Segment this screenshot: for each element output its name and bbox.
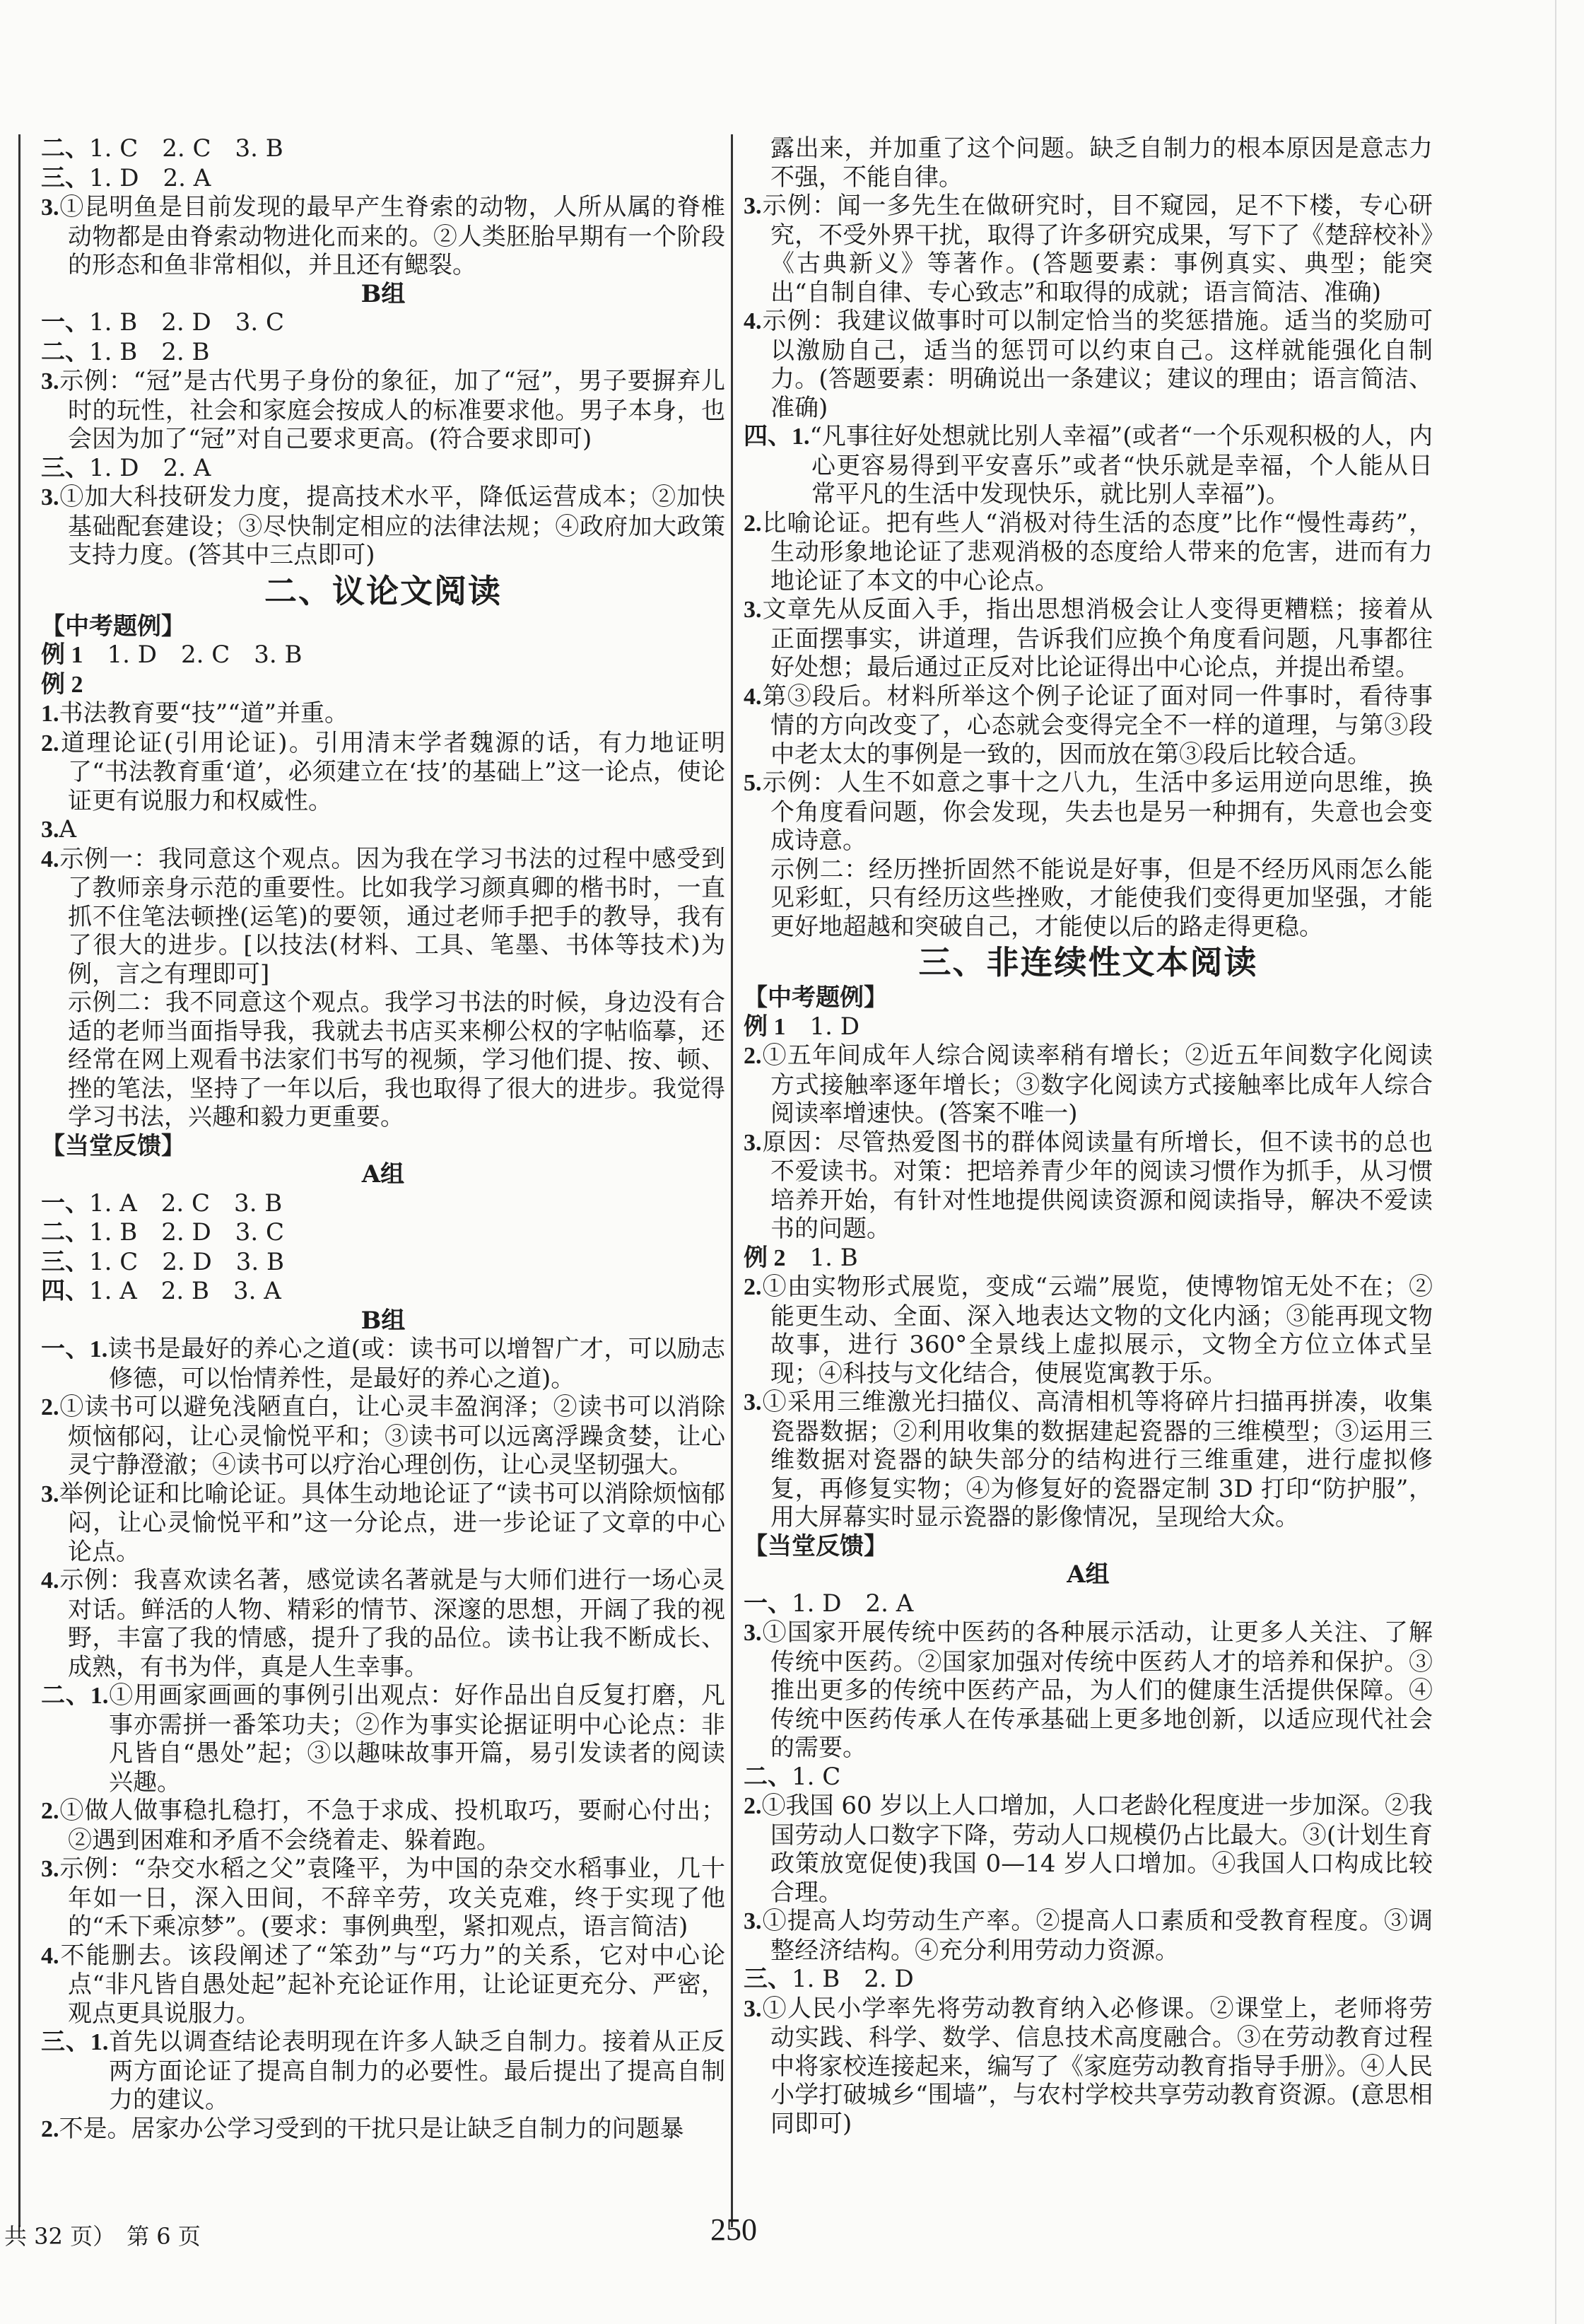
answer-text: 示例：“冠”是古代男子身份的象征，加了“冠”，男子要摒弃儿时的玩性，社会和家庭会按成人的标准要求他。男子本身，也会因为加了“冠”对自己要求更高。(符合要求即可) xyxy=(59,367,725,453)
answer-label: 一、 xyxy=(41,1190,89,1217)
footer-page-info: 共 32 页） 第 6 页 xyxy=(4,2223,201,2250)
answer-label: 3. xyxy=(41,484,59,510)
answer-text: 示例：我建议做事时可以制定恰当的奖惩措施。适当的奖励可以激励自己，适当的惩罚可以约束自己。这样就能强化自制力。(答题要素：明确说出一条建议；建议的理由；语言简洁、准确) xyxy=(761,307,1433,422)
answer-text: 示例：“杂交水稻之父”袁隆平，为中国的杂交水稻事业，几十年如一日，深入田间，不辞辛劳，攻关克难，终于实现了他的“禾下乘凉梦”。(要求：事例典型，紧扣观点，语言简洁) xyxy=(59,1855,725,1941)
answer-label: 二、 xyxy=(41,1220,89,1246)
answer-label: 三、 xyxy=(41,1249,89,1275)
answer-text: 1. C 2. C 3. B xyxy=(89,134,283,163)
answer-item xyxy=(41,338,725,368)
answer-item xyxy=(744,422,1433,509)
answer-label: 4. xyxy=(744,683,762,710)
answer-continuation: 露出来，并加重了这个问题。缺乏自制力的根本原因是意志力不强，不能自律。 xyxy=(770,134,1433,192)
answer-item xyxy=(744,1012,1433,1042)
answer-item xyxy=(744,682,1433,769)
answer-label: 2. xyxy=(744,510,762,537)
subsection-label: 【中考题例】 xyxy=(744,983,888,1012)
answer-label: 3. xyxy=(744,1995,762,2022)
answer-item xyxy=(41,164,725,194)
group-heading: A组 xyxy=(1067,1560,1110,1589)
answer-item xyxy=(41,670,725,700)
answer-label: 2. xyxy=(744,1793,762,1819)
column-divider xyxy=(731,134,733,2227)
answer-label: 一、 xyxy=(744,1590,792,1617)
answer-label: 3. xyxy=(744,597,762,623)
answer-label: 2. xyxy=(41,2115,59,2142)
answer-item xyxy=(744,1244,1433,1273)
answer-text: 1. B xyxy=(785,1243,858,1272)
answer-text: 1. D 2. A xyxy=(89,163,211,192)
group-heading: B组 xyxy=(360,279,406,308)
answer-item xyxy=(41,729,725,816)
answer-label: 三、 xyxy=(41,455,89,481)
answer-item xyxy=(41,1797,725,1855)
answer-item xyxy=(41,641,725,670)
answer-label: 2. xyxy=(41,1798,59,1824)
answer-text: ①昆明鱼是目前发现的最早产生脊索的动物，人所从属的脊椎动物都是由脊索动物进化而来的。②人类胚胎早期有一个阶段的形态和鱼非常相似，并且还有鳃裂。 xyxy=(59,193,725,279)
answer-text: A xyxy=(59,815,77,843)
answer-item xyxy=(41,845,725,989)
answer-label: 一、 xyxy=(41,310,89,336)
answer-text: ①国家开展传统中医药的各种展示活动，让更多人关注、了解传统中医药。②国家加强对传统中医药人才的培养和保护。③推出更多的传统中医药产品，为人们的健康生活提供保障。④传统中医药传承人在传承基础上更多地创新，以适应现代社会的需要。 xyxy=(761,1618,1433,1762)
answer-label: 例 1 xyxy=(744,1013,786,1040)
answer-label: 四、1. xyxy=(744,424,810,450)
answer-item xyxy=(744,1388,1433,1532)
answer-label: 例 2 xyxy=(41,671,83,698)
answer-label: 2. xyxy=(41,1394,59,1420)
answer-item xyxy=(41,134,725,164)
answer-label: 4. xyxy=(41,846,59,872)
answer-label: 3. xyxy=(41,368,59,395)
answer-text: 1. B 2. B xyxy=(89,337,210,366)
answer-text: 读书是最好的养心之道(或：读书可以增智广才，可以励志修德，可以怡情养性，是最好的养心之道)。 xyxy=(107,1335,726,1393)
left-column xyxy=(41,134,725,2144)
answer-item xyxy=(744,595,1433,682)
answer-item xyxy=(41,1248,725,1278)
answer-text: 1. C xyxy=(792,1762,841,1791)
answer-text: ①人民小学率先将劳动教育纳入必修课。②课堂上，老师将劳动实践、科学、数学、信息技术高度融合。③在劳动教育过程中将家校连接起来，编写了《家庭劳动教育指导手册》。④人民小学打破城乡“围墙”，与农村学校共享劳动教育资源。(意思相同即可) xyxy=(761,1994,1433,2138)
column-rule-left xyxy=(18,134,20,2227)
page-number: 250 xyxy=(710,2212,757,2247)
answer-label: 三、 xyxy=(744,1966,792,1992)
answer-text: 1. A 2. C 3. B xyxy=(89,1189,283,1218)
answer-item xyxy=(744,1965,1433,1995)
answer-label: 1. xyxy=(41,701,59,727)
answer-item xyxy=(41,308,725,338)
answer-label: 3. xyxy=(41,1481,59,1507)
answer-label: 3. xyxy=(41,194,59,221)
answer-continuation: 示例二：经历挫折固然不能说是好事，但是不经历风雨怎么能见彩虹，只有经历这些挫败，才能使我们变得更加坚强，才能更好地超越和突破自己，才能使以后的路走得更稳。 xyxy=(770,855,1433,941)
answer-text: 第③段后。材料所举这个例子论证了面对同一件事时，看待事情的方向改变了，心态就会变得完全不一样的道理，与第③段中老太太的事例是一致的，因而放在第③段后比较合适。 xyxy=(761,682,1433,769)
answer-item xyxy=(41,1189,725,1219)
answer-label: 5. xyxy=(744,770,762,796)
answer-text: ①读书可以避免浅陋直白，让心灵丰盈润泽；②读书可以消除烦恼郁闷，让心灵愉悦平和；③读书可以远离浮躁贪婪，让心灵宁静澄澈；④读书可以疗治心理创伤，让心灵坚韧强大。 xyxy=(59,1393,725,1479)
answer-item xyxy=(41,1393,725,1480)
answer-label: 3. xyxy=(744,193,762,219)
section-title: 二、议论文阅读 xyxy=(264,571,502,610)
answer-label: 二、 xyxy=(41,339,89,366)
answer-text: 示例：人生不如意之事十之八九，生活中多运用逆向思维，换个角度看问题，你会发现，失去也是另一种拥有，失意也会变成诗意。 xyxy=(761,769,1433,855)
answer-item xyxy=(41,1277,725,1307)
answer-text: ①用画家画画的事例引出观点：好作品出自反复打磨，凡事亦需拼一番笨功夫；②作为事实论据证明中心论点：非凡皆自“愚处”起；③以趣味故事开篇，易引发读者的阅读兴趣。 xyxy=(108,1681,726,1797)
answer-text: ①做人做事稳扎稳打，不急于求成、投机取巧，要耐心付出；②遇到困难和矛盾不会绕着走、躲着跑。 xyxy=(59,1797,725,1855)
group-heading: B组 xyxy=(360,1306,406,1335)
answer-item xyxy=(41,1681,725,1797)
answer-item xyxy=(744,1763,1433,1792)
answer-continuation: 示例二：我不同意这个观点。我学习书法的时候，身边没有合适的老师当面指导我，我就去书店买来柳公权的字帖临摹，还经常在网上观看书法家们书写的视频，学习他们提、按、顿、挫的笔法，坚持了一年以后，我也取得了很大的进步。我觉得学习书法，兴趣和毅力更重要。 xyxy=(68,988,725,1131)
answer-label: 3. xyxy=(744,1129,762,1156)
answer-text: ①加大科技研发力度，提高技术水平，降低运营成本；②加快基础配套建设；③尽快制定相应的法律法规；④政府加大政策支持力度。(答其中三点即可) xyxy=(59,483,725,569)
answer-label: 二、 xyxy=(744,1763,792,1790)
answer-item xyxy=(41,1480,725,1567)
answer-text: 1. D xyxy=(785,1012,860,1041)
answer-label: 例 2 xyxy=(744,1244,786,1271)
answer-text: 不是。居家办公学习受到的干扰只是让缺乏自制力的问题暴 xyxy=(59,2114,684,2143)
answer-label: 例 1 xyxy=(41,642,83,668)
answer-text: 举例论证和比喻论证。具体生动地论证了“读书可以消除烦恼郁闷，让心灵愉悦平和”这一分论点，进一步论证了文章的中心论点。 xyxy=(59,1479,725,1566)
answer-item xyxy=(744,1041,1433,1128)
answer-text: 文章先从反面入手，指出思想消极会让人变得更糟糕；接着从正面摆事实，讲道理，告诉我们应换个角度看问题，凡事都往好处想；最后通过正反对比论证得出中心论点，并提出希望。 xyxy=(761,595,1433,682)
answer-label: 3. xyxy=(744,1389,762,1415)
answer-text: ①由实物形式展览，变成“云端”展览，使博物馆无处不在；②能更生动、全面、深入地表达文物的文化内涵；③能再现文物故事，进行 360°全景线上虚拟展示，文物全方位立体式呈现；④科技与文化结合，使展览寓教于乐。 xyxy=(761,1273,1433,1388)
answer-text: 示例：我喜欢读名著，感觉读名著就是与大师们进行一场心灵对话。鲜活的人物、精彩的情节、深邃的思想，开阔了我的视野，丰富了我的情感，提升了我的品位。读书让我不断成长、成熟，有书为伴，真是人生幸事。 xyxy=(59,1566,725,1681)
answer-item xyxy=(744,1273,1433,1388)
answer-text: 1. B 2. D 3. C xyxy=(89,1218,285,1246)
answer-label: 一、1. xyxy=(41,1336,108,1362)
answer-text: “凡事往好处想就比别人幸福”(或者“一个乐观积极的人，内心更容易得到平安喜乐”或者“快乐就是幸福，个人能从日常平凡的生活中发现快乐，就比别人幸福”)。 xyxy=(809,422,1433,508)
page-edge xyxy=(1555,0,1556,2324)
answer-text: 1. D 2. A xyxy=(792,1589,914,1618)
answer-item xyxy=(41,454,725,484)
answer-item xyxy=(744,1618,1433,1763)
answer-text: 1. B 2. D 3. C xyxy=(89,308,285,337)
answer-item xyxy=(744,192,1433,307)
answer-item xyxy=(744,1792,1433,1907)
answer-item xyxy=(41,699,725,729)
answer-label: 3. xyxy=(744,1620,762,1646)
answer-item xyxy=(744,1128,1433,1244)
answer-text: 1. B 2. D xyxy=(792,1965,914,1993)
section-title: 三、非连续性文本阅读 xyxy=(918,943,1258,981)
answer-text: 原因：尽管热爱图书的群体阅读量有所增长，但不读书的总也不爱读书。对策：把培养青少年的阅读习惯作为抓手，从习惯培养开始，有针对性地提供阅读资源和阅读指导，解决不爱读书的问题。 xyxy=(761,1128,1433,1243)
answer-item xyxy=(41,815,725,845)
answer-text: ①提高人均劳动生产率。②提高人口素质和受教育程度。③调整经济结构。④充分利用劳动力资源。 xyxy=(761,1907,1433,1965)
answer-item xyxy=(41,1941,725,2028)
answer-text: ①采用三维激光扫描仪、高清相机等将碎片扫描再拼凑，收集瓷器数据；②利用收集的数据建起瓷器的三维模型；③运用三维数据对瓷器的缺失部分的结构进行三维重建，进行虚拟修复，再修复实物；④为修复好的瓷器定制 3D 打印“防护服”，用大屏幕实时显示瓷器的影像情况，呈现给大众。 xyxy=(761,1388,1433,1531)
answer-text: 道理论证(引用论证)。引用清末学者魏源的话，有力地证明了“书法教育重‘道’，必须建立在‘技’的基础上”这一论点，使论证更有说服力和权威性。 xyxy=(59,728,725,815)
answer-label: 3. xyxy=(744,1908,762,1934)
answer-text: 比喻论证。把有些人“消极对待生活的态度”比作“慢性毒药”，生动形象地论证了悲观消极的态度给人带来的危害，进而有力地论证了本文的中心论点。 xyxy=(761,508,1433,595)
answer-item xyxy=(744,769,1433,856)
answer-item xyxy=(744,1589,1433,1619)
answer-text: 1. A 2. B 3. A xyxy=(89,1277,281,1305)
answer-item xyxy=(744,509,1433,596)
answer-item xyxy=(41,1335,725,1393)
answer-label: 3. xyxy=(41,1856,59,1882)
right-column xyxy=(744,134,1433,2138)
answer-label: 2. xyxy=(744,1274,762,1300)
answer-item xyxy=(744,1995,1433,2139)
answer-text: ①五年间成年人综合阅读率稍有增长；②近五年间数字化阅读方式接触率逐年增长；③数字化阅读方式接触率比成年人综合阅读率增速快。(答案不唯一) xyxy=(761,1041,1433,1128)
answer-text: ①我国 60 岁以上人口增加，人口老龄化程度进一步加深。②我国劳动人口数字下降，劳动人口规模仍占比最大。③(计划生育政策放宽促使)我国 0—14 岁人口增加。④我国人口构成比较合理。 xyxy=(761,1792,1433,1907)
subsection-label: 【中考题例】 xyxy=(41,612,185,641)
answer-item xyxy=(41,193,725,280)
answer-item xyxy=(41,1566,725,1681)
answer-label: 三、1. xyxy=(41,2029,109,2055)
answer-item xyxy=(41,483,725,570)
answer-label: 二、1. xyxy=(41,1683,109,1709)
answer-text: 首先以调查结论表明现在许多人缺乏自制力。接着从正反两方面论证了提高自制力的必要性。最后提出了提高自制力的建议。 xyxy=(108,2028,726,2114)
answer-label: 二、 xyxy=(41,136,89,162)
answer-label: 四、 xyxy=(41,1278,89,1304)
answer-item xyxy=(744,1907,1433,1965)
answer-text: 书法教育要“技”“道”并重。 xyxy=(59,699,349,728)
answer-item xyxy=(41,2028,725,2115)
answer-label: 3. xyxy=(41,817,59,843)
answer-label: 2. xyxy=(744,1043,762,1069)
answer-text: 1. D 2. C 3. B xyxy=(83,641,303,669)
subsection-label: 【当堂反馈】 xyxy=(744,1531,888,1560)
answer-text: 1. D 2. A xyxy=(89,453,211,482)
answer-label: 4. xyxy=(744,308,762,334)
answer-text: 示例：闻一多先生在做研究时，目不窥园，足不下楼，专心研究，不受外界干扰，取得了许多研究成果，写下了《楚辞校补》《古典新义》等著作。(答题要素：事例真实、典型；能突出“自制自律、专心致志”和取得的成就；语言简洁、准确) xyxy=(761,192,1433,307)
answer-item xyxy=(744,307,1433,422)
answer-label: 4. xyxy=(41,1942,59,1969)
answer-item xyxy=(41,1218,725,1248)
subsection-label: 【当堂反馈】 xyxy=(41,1131,185,1160)
answer-label: 三、 xyxy=(41,165,89,192)
answer-label: 4. xyxy=(41,1567,59,1594)
answer-label: 2. xyxy=(41,730,59,757)
answer-item xyxy=(41,1855,725,1941)
answer-item xyxy=(41,2115,725,2144)
answer-text: 1. C 2. D 3. B xyxy=(89,1247,285,1276)
answer-item xyxy=(41,367,725,454)
group-heading: A组 xyxy=(361,1160,405,1189)
answer-text: 不能删去。该段阐述了“笨劲”与“巧力”的关系，它对中心论点“非凡皆自愚处起”起补充论证作用，让论证更充分、严密，观点更具说服力。 xyxy=(59,1941,725,2028)
answer-text: 示例一：我同意这个观点。因为我在学习书法的过程中感受到了教师亲身示范的重要性。比如我学习颜真卿的楷书时，一直抓不住笔法顿挫(运笔)的要领，通过老师手把手的教导，我有了很大的进步。[以技法(材料、工具、笔墨、书体等技术)为例，言之有理即可] xyxy=(59,844,725,988)
